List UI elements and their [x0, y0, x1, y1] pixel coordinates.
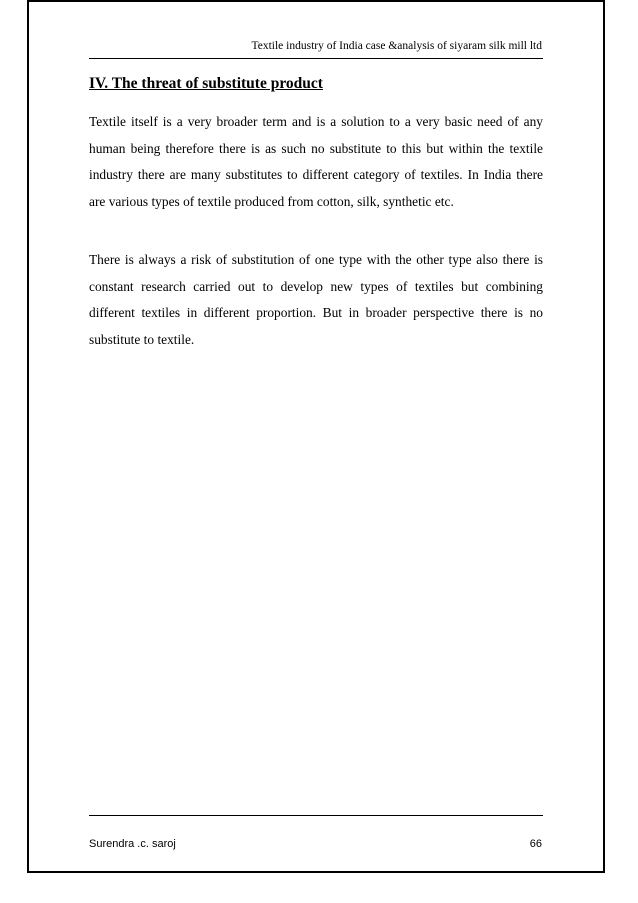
- section-heading: IV. The threat of substitute product: [89, 75, 323, 92]
- header-divider: [89, 58, 543, 59]
- paragraph-2: There is always a risk of substitution of one type with the other type also there is constant research carried out to develop new types of textiles but combining different textiles in different proportion. But in broader perspective there is no substitute to textile.: [89, 252, 543, 347]
- footer-author: Surendra .c. saroj: [89, 838, 176, 850]
- paragraph-1: Textile itself is a very broader term and is a solution to a very basic need of any human being therefore there is as such no substitute to this but within the textile industry there are many substitutes to different category of textiles. In India there are various types of textile produced from cotton, silk, synthetic etc.: [89, 114, 543, 209]
- page-number: 66: [529, 838, 542, 850]
- running-header: Textile industry of India case &analysis of siyaram silk mill ltd: [251, 40, 542, 52]
- footer-divider: [89, 815, 543, 816]
